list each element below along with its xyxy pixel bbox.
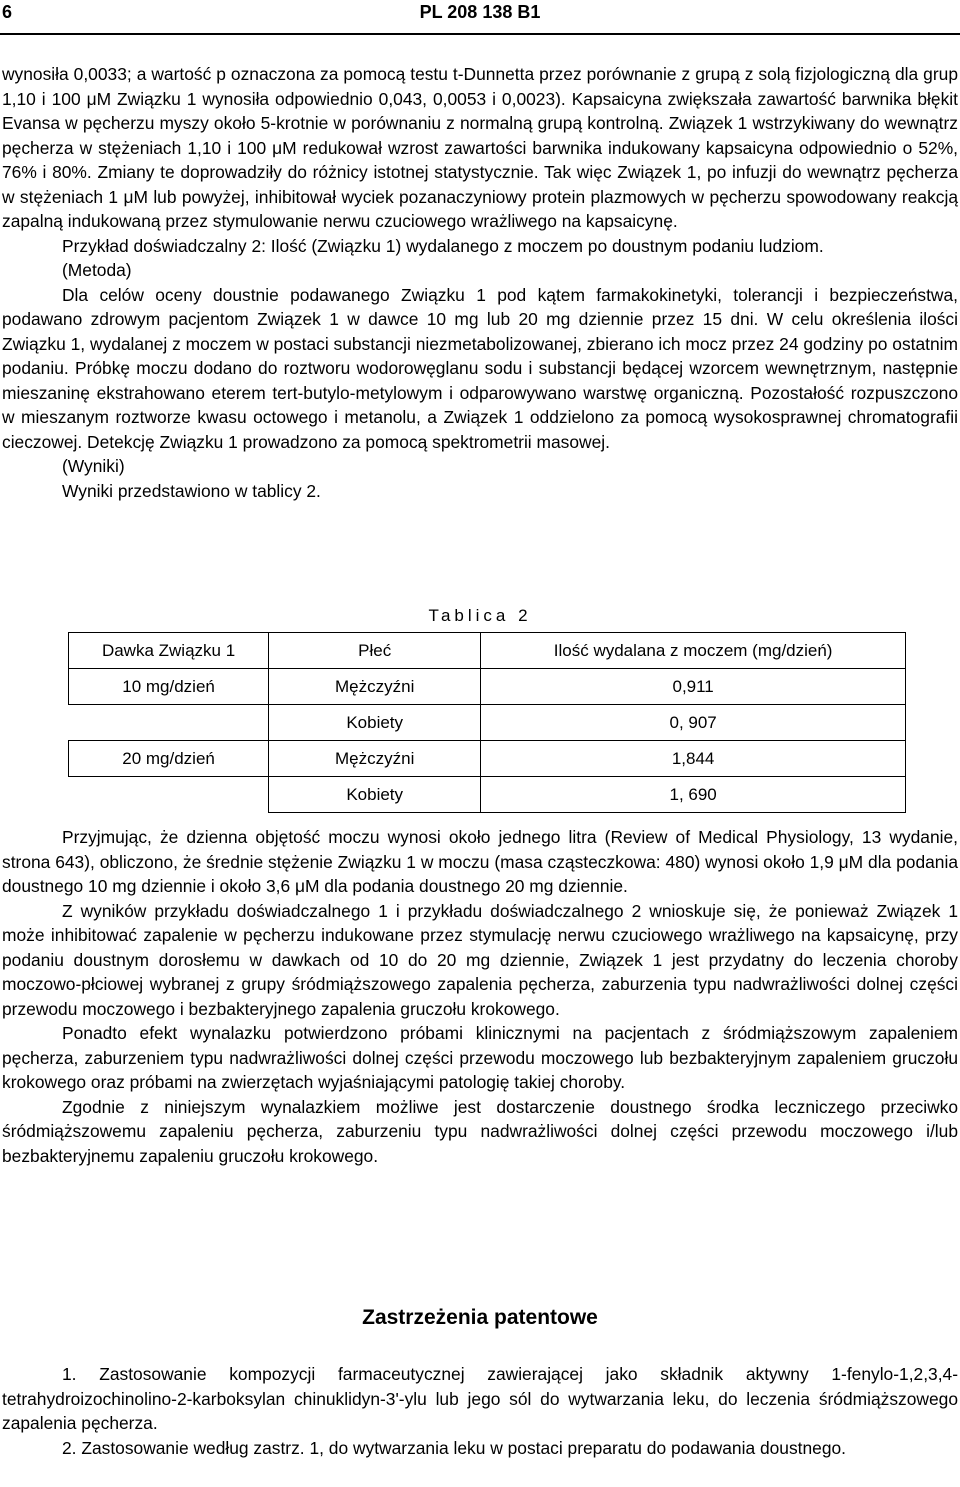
paragraph: Przykład doświadczalny 2: Ilość (Związku 1) wydalanego z moczem po doustnym podaniu ludziom. bbox=[62, 235, 824, 256]
table-cell: Kobiety bbox=[269, 777, 481, 813]
table-cell: Mężczyźni bbox=[269, 741, 481, 777]
table-row bbox=[69, 777, 906, 813]
paragraph: Z wyników przykładu doświadczalnego 1 i przykładu doświadczalnego 2 wnioskuje się, że ponieważ Związek 1 może inhibitować zapalenie w pęcherzu indukowane przez stymulację nerwu czuciowego wrażliwego na kapsaicynę, przy podaniu doustnym dorosłemu w dawkach od 10 do 20 mg dziennie, Związek 1 jest przydatny do leczenia choroby moczowo-płciowej wybranej z grupy śródmiąższowego zapalenia pęcherza, zaburzenia typu nadwrażliwości dolnej części przewodu moczowego i bezbakteryjnego zapalenia gruczołu krokowego. bbox=[2, 900, 958, 1019]
table-cell: 10 mg/dzień bbox=[69, 669, 269, 705]
claims-list bbox=[2, 1362, 958, 1460]
table-row bbox=[69, 705, 906, 741]
table-cell: 1,844 bbox=[481, 741, 906, 777]
table-row bbox=[69, 669, 906, 705]
table-cell bbox=[69, 777, 269, 813]
header-divider bbox=[0, 33, 960, 35]
paragraph: Przyjmując, że dzienna objętość moczu wynosi około jednego litra (Review of Medical Physiology, 13 wydanie, strona 643), obliczono, że średnie stężenie Związku 1 w moczu (masa cząsteczkowa: 480) wynosi około 1,9 μM dla podania doustnego 10 mg dziennie i około 3,6 μM dla podania doustnego 20 mg dziennie. bbox=[2, 827, 958, 896]
table-header-cell: Ilość wydalana z moczem (mg/dzień) bbox=[481, 633, 906, 669]
table-cell: Kobiety bbox=[269, 705, 481, 741]
paragraph: Zgodnie z niniejszym wynalazkiem możliwe jest dostarczenie doustnego środka leczniczego przeciwko śródmiąższowemu zapaleniu pęcherza, zaburzeniu typu nadwrażliwości dolnej części przewodu moczowego i/lub bezbakteryjnemu zapaleniu gruczołu krokowego. bbox=[2, 1096, 958, 1166]
table-header-row bbox=[69, 633, 906, 669]
claim-item: 2. Zastosowanie według zastrz. 1, do wytwarzania leku w postaci preparatu do podawania doustnego. bbox=[62, 1437, 847, 1458]
table-cell: Mężczyźni bbox=[269, 669, 481, 705]
paragraph: Dla celów oceny doustnie podawanego Związku 1 pod kątem farmakokinetyki, tolerancji i bezpieczeństwa, podawano zdrowym pacjentom Związek 1 w dawce 10 mg lub 20 mg dziennie przez 15 dni. W celu określenia ilości Związku 1, wydalanej z moczem w postaci substancji niezmetabolizowanej, zbierano ich mocz przez 24 godziny po ostatnim podaniu. Próbkę moczu dodano do roztworu wodorowęglanu sodu i substancji będącej wzorcem wewnętrznym, następnie mieszaninę ekstrahowano eterem tert-butylo-metylowym i odparowywano warstwę organiczną. Pozostałość rozpuszczono w mieszanym roztworze kwasu octowego i metanolu, a Związek 1 oddzielono za pomocą wysokosprawnej chromatografii cieczowej. Detekcję Związku 1 prowadzono za pomocą spektrometrii masowej. bbox=[2, 284, 958, 452]
table-header-cell: Płeć bbox=[269, 633, 481, 669]
results-table bbox=[68, 632, 906, 813]
claims-heading: Zastrzeżenia patentowe bbox=[362, 1306, 598, 1329]
table-cell: 20 mg/dzień bbox=[69, 741, 269, 777]
paragraph: Ponadto efekt wynalazku potwierdzono próbami klinicznymi na pacjentach z śródmiąższowym zapaleniem pęcherza, zaburzeniem typu nadwrażliwości dolnej części przewodu moczowego lub bezbakteryjnym zapaleniem gruczołu krokowego oraz próbami na zwierzętach wyjaśniającymi patologię takiej choroby. bbox=[2, 1023, 958, 1092]
section-label-method: (Metoda) bbox=[62, 260, 132, 280]
table-cell: 0,911 bbox=[481, 669, 906, 705]
section-label-results: (Wyniki) bbox=[62, 456, 125, 476]
table-row bbox=[69, 741, 906, 777]
table-title: Tablica 2 bbox=[428, 606, 532, 625]
table-cell bbox=[69, 705, 269, 741]
document-id: PL 208 138 B1 bbox=[419, 2, 541, 22]
body-top bbox=[2, 62, 958, 503]
table-header-cell: Dawka Związku 1 bbox=[69, 633, 269, 669]
body-bottom bbox=[2, 825, 958, 1168]
page-number: 6 bbox=[2, 2, 13, 22]
paragraph: wynosiła 0,0033; a wartość p oznaczona za pomocą testu t-Dunnetta przez porównanie z grupą z solą fizjologiczną dla grup 1,10 i 100 μM Związku 1 wynosiła odpowiednio 0,043, 0,0053 i 0,0023). Kapsaicyna zwiększała zawartość barwnika błękit Evansa w pęcherzu myszy około 5-krotnie w porównaniu z normalną grupą kontrolną. Związek 1 wstrzykiwany do wewnątrz pęcherza w stężeniach 1,10 i 100 μM redukował wzrost zawartości barwnika indukowany kapsaicyna odpowiednio o 52%, 76% i 80%. Zmiany te doprowadziły do różnicy istotnej statystycznie. Tak więc Związek 1, po infuzji do wewnątrz pęcherza w stężeniach 1 μM lub powyżej, inhibitował wyciek pozanaczyniowy protein plazmowych w pęcherzu spowodowany reakcją zapalną indukowaną przez stymulowanie nerwu czuciowego wrażliwego na kapsaicynę. bbox=[2, 64, 958, 231]
table-cell: 1, 690 bbox=[481, 777, 906, 813]
claim-item: 1. Zastosowanie kompozycji farmaceutycznej zawierającej jako składnik aktywny 1-fenylo-1,2,3,4-tetrahydroizochinolino-2-karboksylan chinuklidyn-3'-ylu lub jego sól do wytwarzania leku, do leczenia śródmiąższowego zapalenia pęcherza. bbox=[2, 1364, 958, 1433]
paragraph: Wyniki przedstawiono w tablicy 2. bbox=[62, 480, 321, 501]
table-cell: 0, 907 bbox=[481, 705, 906, 741]
